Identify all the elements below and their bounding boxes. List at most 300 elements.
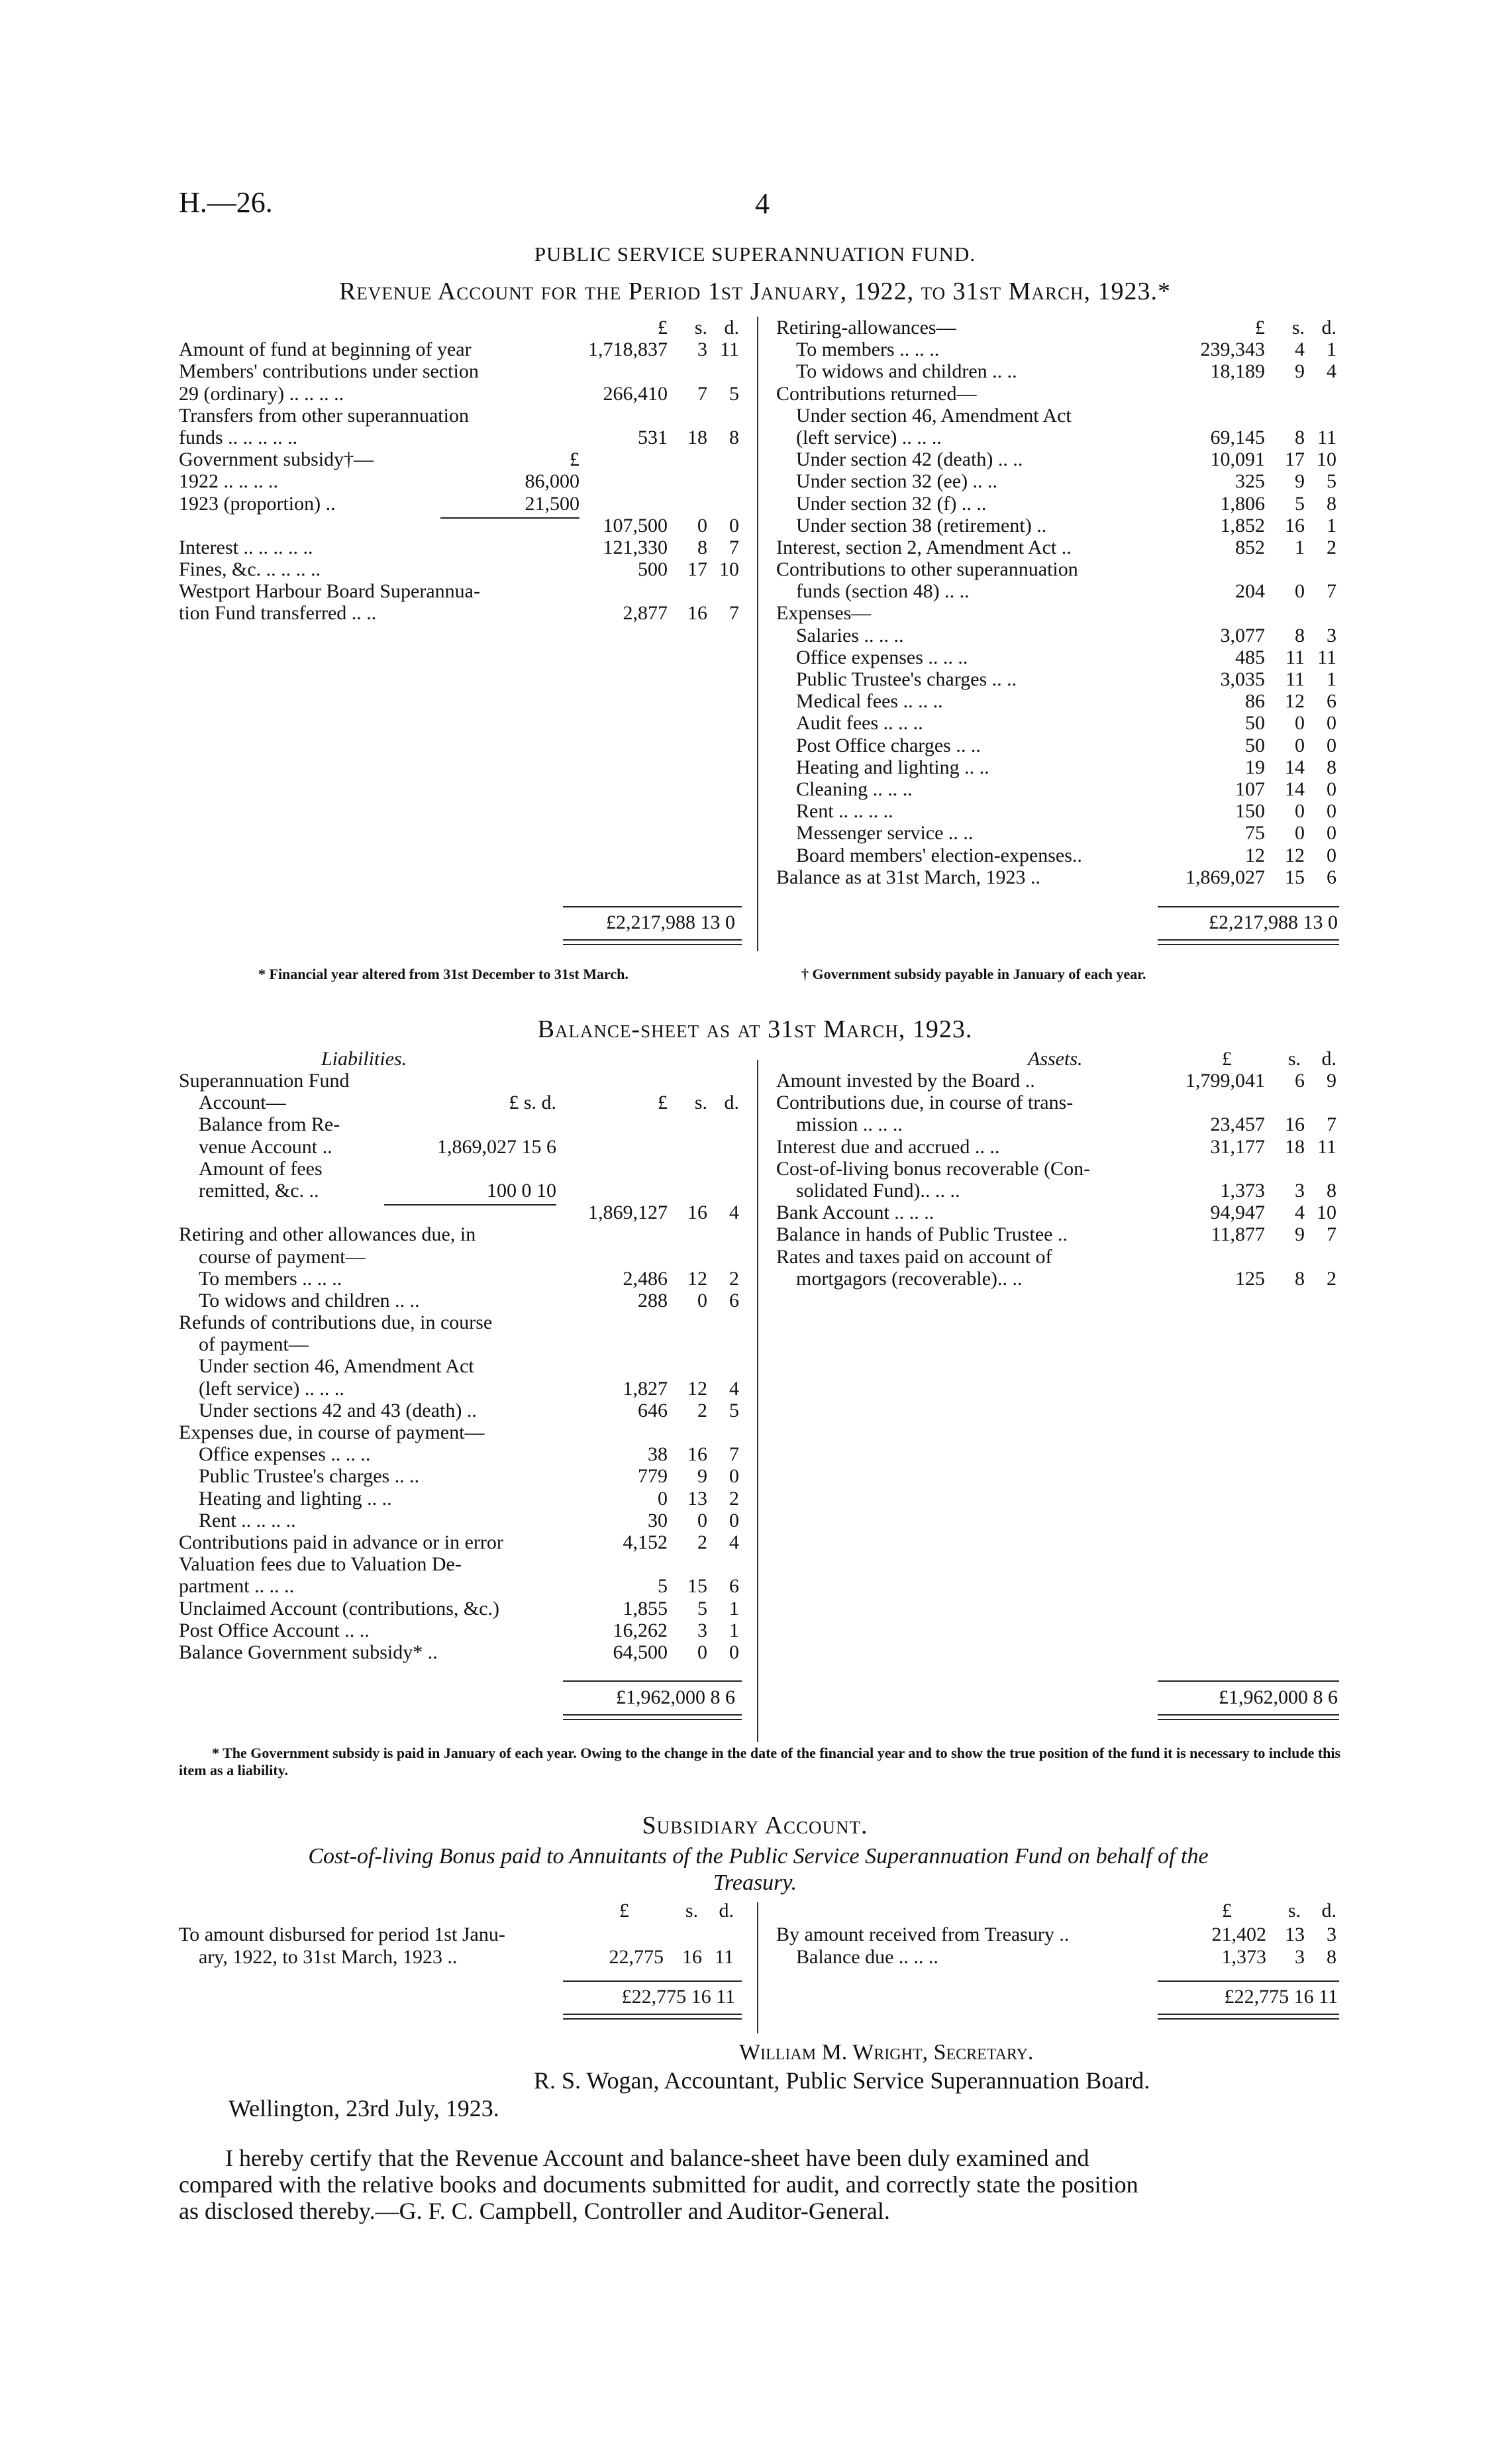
subsidiary-left-line2: ary, 1922, to 31st March, 1923 .. (199, 1946, 458, 1968)
subsidiary-right1-shillings: 13 (1285, 1924, 1305, 1945)
revenue-footnote-left: * Financial year altered from 31st December to 31st March. (258, 966, 629, 982)
amount-pounds: 779 (638, 1465, 668, 1488)
amount-shillings: 9 (1295, 470, 1305, 493)
amount-pence: 6 (729, 1289, 739, 1311)
amount-shillings: 9 (697, 1465, 707, 1488)
account-row (776, 712, 1339, 734)
row-label: Retiring-allowances— (776, 317, 956, 338)
row-label: 29 (ordinary) .. .. .. .. (179, 382, 344, 405)
account-row (776, 338, 1339, 360)
account-row (179, 1136, 742, 1158)
row-label: Amount invested by the Board .. (776, 1070, 1035, 1092)
row-label: Post Office charges .. .. (796, 734, 981, 756)
revenue-right-total-double-rule (1158, 939, 1339, 945)
account-row (179, 1488, 742, 1510)
amount-pounds: 50 (1245, 712, 1265, 735)
amount-shillings: 8 (1295, 1267, 1305, 1290)
amount-pounds: 12 (1245, 844, 1265, 866)
sub-amount: 21,500 (525, 492, 579, 515)
row-label: Under section 46, Amendment Act (199, 1355, 474, 1378)
account-row (776, 405, 1339, 427)
amount-pence: 8 (729, 426, 739, 448)
sub-total-rule (384, 1204, 556, 1206)
account-row (776, 1113, 1339, 1135)
amount-shillings: 9 (1295, 1223, 1305, 1246)
amount-shillings: 5 (697, 1597, 707, 1619)
amount-pounds: 69,145 (1210, 426, 1265, 448)
document-reference: H.—26. (179, 186, 273, 219)
account-row (179, 1268, 742, 1290)
row-label: (left service) .. .. .. (796, 426, 942, 448)
account-row (776, 493, 1339, 515)
amount-pence: 11 (1317, 426, 1336, 448)
amount-pounds: 1,869,027 (1185, 866, 1265, 888)
amount-pence: 5 (729, 382, 739, 405)
amount-pounds: 3,077 (1220, 624, 1265, 646)
amount-shillings: s. (1291, 317, 1305, 338)
revenue-left-total-rule (563, 906, 742, 907)
row-label: Account— (199, 1092, 286, 1114)
amount-shillings: 2 (697, 1399, 707, 1421)
amount-pence: 11 (1317, 1135, 1336, 1158)
row-label: To members .. .. .. (796, 338, 940, 361)
sub-amount: 100 0 10 (487, 1179, 556, 1202)
amount-pence: 7 (1327, 1223, 1336, 1246)
row-label: Valuation fees due to Valuation De- (179, 1553, 462, 1576)
row-label: To members .. .. .. (199, 1267, 342, 1290)
account-row (776, 668, 1339, 690)
account-row (179, 1070, 742, 1092)
amount-pence: 8 (1327, 756, 1336, 778)
amount-shillings: 16 (1285, 1113, 1305, 1136)
sub-amount: £ s. d. (509, 1092, 556, 1114)
account-row (179, 1531, 742, 1553)
account-row (776, 735, 1339, 756)
subsidiary-title: Subsidiary Account. (642, 1812, 868, 1839)
account-row (179, 1223, 742, 1245)
subsidiary-right1-pence: 3 (1327, 1924, 1336, 1945)
amount-shillings: 0 (697, 1641, 707, 1663)
amount-pence: 2 (1327, 536, 1336, 558)
row-label: mortgagors (recoverable).. .. (796, 1267, 1023, 1290)
amount-shillings: 15 (1285, 866, 1305, 888)
row-label: Post Office Account .. .. (179, 1619, 370, 1641)
amount-pence: 9 (1327, 1070, 1336, 1092)
amount-shillings: 0 (1295, 580, 1305, 603)
amount-pounds: 325 (1235, 470, 1265, 493)
subsidiary-right-total: £22,775 16 11 (1224, 1986, 1338, 2008)
amount-pence: d. (1321, 317, 1336, 338)
amount-shillings: 17 (687, 558, 707, 581)
account-row (776, 1223, 1339, 1245)
account-row (179, 405, 742, 427)
page-number: 4 (755, 187, 770, 220)
row-label: Heating and lighting .. .. (796, 756, 989, 778)
amount-shillings: 9 (1295, 360, 1305, 383)
amount-pence: 0 (1327, 712, 1336, 735)
sub-amount: 86,000 (525, 470, 579, 493)
amount-pounds: 2,877 (623, 602, 668, 625)
account-row (179, 515, 742, 537)
account-row (776, 866, 1339, 888)
account-row (179, 1158, 742, 1180)
account-row (179, 427, 742, 448)
subsidiary-right2-pounds: 1,373 (1221, 1946, 1266, 1968)
liabilities-total: £1,962,000 8 6 (616, 1686, 735, 1708)
amount-pence: 1 (729, 1619, 739, 1641)
amount-shillings: 11 (1285, 646, 1305, 668)
account-row (776, 822, 1339, 844)
amount-pence: 1 (1327, 338, 1336, 361)
revenue-payments (776, 317, 1339, 888)
amount-pounds: 3,035 (1220, 668, 1265, 690)
amount-shillings: 0 (697, 1289, 707, 1311)
row-label: (left service) .. .. .. (199, 1377, 344, 1400)
subsidiary-left-unit-pence: d. (719, 1900, 734, 1922)
assets-total: £1,962,000 8 6 (1219, 1686, 1338, 1708)
account-row (179, 1180, 742, 1202)
amount-pounds: 86 (1245, 690, 1265, 713)
account-row (179, 1311, 742, 1333)
amount-pounds: 204 (1235, 580, 1265, 603)
amount-pounds: 1,869,127 (588, 1202, 668, 1224)
amount-pounds: 125 (1235, 1267, 1265, 1290)
certificate-line1: I hereby certify that the Revenue Account and balance-sheet have been duly examined and (225, 2145, 1089, 2171)
account-row (179, 360, 742, 382)
account-row (776, 1202, 1339, 1223)
account-row (776, 427, 1339, 448)
secretary-signature: William M. Wright, Secretary. (739, 2040, 1034, 2065)
account-row (776, 1092, 1339, 1113)
subsidiary-right2-shillings: 3 (1295, 1946, 1305, 1968)
amount-pounds: 75 (1245, 822, 1265, 845)
amount-pence: 6 (729, 1575, 739, 1598)
row-label: Interest, section 2, Amendment Act .. (776, 536, 1072, 558)
amount-shillings: 13 (687, 1487, 707, 1510)
subsidiary-subtitle-line2: Treasury. (713, 1871, 797, 1895)
account-row (179, 1510, 742, 1531)
account-row (179, 1553, 742, 1575)
amount-pence: 0 (1327, 778, 1336, 800)
account-row (179, 1443, 742, 1465)
amount-shillings: 8 (1295, 624, 1305, 646)
subsidiary-left-total-double-rule (563, 2014, 742, 2020)
amount-pence: 10 (719, 558, 739, 581)
row-label: Under section 32 (ee) .. .. (796, 470, 998, 493)
amount-pounds: 1,806 (1220, 492, 1265, 515)
amount-shillings: 1 (1295, 536, 1305, 558)
amount-pence: 0 (1327, 800, 1336, 823)
row-label: Public Trustee's charges .. .. (199, 1465, 420, 1488)
amount-pounds: 0 (658, 1487, 668, 1510)
row-label: tion Fund transferred .. .. (179, 602, 377, 625)
subsidiary-left-unit-pounds: £ (619, 1900, 629, 1922)
amount-pence: 2 (729, 1487, 739, 1510)
account-row (776, 558, 1339, 580)
certificate-line2: compared with the relative books and documents submitted for audit, and correctly state the position (179, 2171, 1138, 2198)
amount-pounds: 1,827 (623, 1377, 668, 1400)
amount-pence: 0 (1327, 734, 1336, 756)
subsidiary-divider (757, 1902, 758, 2033)
amount-pounds: 94,947 (1210, 1202, 1265, 1224)
account-row (179, 1092, 742, 1113)
account-row (776, 646, 1339, 668)
revenue-right-total-rule (1158, 906, 1339, 907)
account-row (179, 1421, 742, 1443)
amount-pence: 6 (1327, 866, 1336, 888)
row-label: Bank Account .. .. .. (776, 1202, 934, 1224)
row-label: To widows and children .. .. (796, 360, 1017, 383)
amount-shillings: 12 (687, 1267, 707, 1290)
amount-pence: d. (724, 317, 739, 338)
liabilities (179, 1070, 742, 1663)
subsidiary-left-shillings: 16 (682, 1946, 702, 1968)
amount-shillings: 17 (1285, 448, 1305, 471)
subsidiary-subtitle-line1: Cost-of-living Bonus paid to Annuitants of the Public Service Superannuation Fund on behalf of the (308, 1844, 1209, 1869)
amount-pounds: 11,877 (1211, 1223, 1265, 1246)
amount-shillings: s. (694, 1092, 707, 1114)
subsidiary-left-line1: To amount disbursed for period 1st Janu- (179, 1924, 505, 1945)
amount-shillings: 0 (697, 514, 707, 537)
account-row (179, 1378, 742, 1400)
amount-pounds: £ (1255, 317, 1265, 338)
row-label: Interest .. .. .. .. .. (179, 536, 313, 558)
amount-pounds: 50 (1245, 734, 1265, 756)
row-label: Amount of fund at beginning of year (179, 338, 472, 361)
subsidiary-left-total: £22,775 16 11 (621, 1986, 735, 2008)
account-row (179, 1355, 742, 1377)
subsidiary-right-unit-shillings: s. (1287, 1900, 1301, 1922)
amount-pence: 0 (729, 1641, 739, 1663)
amount-pounds: 5 (658, 1575, 668, 1598)
amount-pence: 1 (1327, 514, 1336, 537)
account-row (776, 1070, 1339, 1092)
revenue-receipts (179, 317, 742, 625)
amount-pence: 10 (1317, 1202, 1336, 1224)
amount-shillings: 0 (1295, 822, 1305, 845)
amount-pounds: 646 (638, 1399, 668, 1421)
revenue-footnote-right: † Government subsidy payable in January of each year. (801, 966, 1146, 982)
fund-title: PUBLIC SERVICE SUPERANNUATION FUND. (534, 242, 976, 266)
amount-pence: 8 (1327, 1179, 1336, 1202)
row-label: Messenger service .. .. (796, 822, 974, 845)
amount-shillings: 12 (687, 1377, 707, 1400)
row-label: Heating and lighting .. .. (199, 1487, 392, 1510)
amount-pence: 0 (729, 514, 739, 537)
row-label: Balance from Re- (199, 1113, 340, 1136)
account-row (776, 602, 1339, 624)
account-row (179, 1598, 742, 1619)
amount-shillings: 18 (1285, 1135, 1305, 1158)
account-row (179, 1641, 742, 1663)
amount-pence: 11 (720, 338, 739, 361)
row-label: of payment— (199, 1333, 309, 1356)
row-label: Balance Government subsidy* .. (179, 1641, 438, 1663)
row-label: Contributions to other superannuation (776, 558, 1078, 581)
row-label: Under section 38 (retirement) .. (796, 514, 1047, 537)
amount-shillings: 4 (1295, 338, 1305, 361)
amount-pounds: 121,330 (603, 536, 668, 558)
amount-pence: 0 (1327, 822, 1336, 845)
amount-pounds: 16,262 (613, 1619, 668, 1641)
account-row (776, 383, 1339, 405)
account-row (179, 1575, 742, 1597)
amount-shillings: s. (694, 317, 707, 338)
assets-unit-pence: d. (1321, 1048, 1336, 1070)
row-label: Contributions due, in course of trans- (776, 1092, 1074, 1114)
amount-shillings: 8 (697, 536, 707, 558)
balance-sheet-title: Balance-sheet as at 31st March, 1923. (537, 1015, 973, 1043)
account-row (179, 558, 742, 580)
account-row (776, 625, 1339, 646)
amount-pounds: 2,486 (623, 1267, 668, 1290)
amount-pounds: 10,091 (1210, 448, 1265, 471)
assets (776, 1070, 1339, 1290)
row-label: Salaries .. .. .. (796, 624, 904, 646)
amount-pounds: 500 (638, 558, 668, 581)
amount-shillings: 3 (697, 338, 707, 361)
amount-pence: 11 (1317, 646, 1336, 668)
amount-shillings: 14 (1285, 756, 1305, 778)
amount-pounds: 485 (1235, 646, 1265, 668)
assets-unit-shillings: s. (1287, 1048, 1301, 1070)
subsidiary-right1-pounds: 21,402 (1211, 1924, 1266, 1945)
amount-pence: 10 (1317, 448, 1336, 471)
account-row (179, 1333, 742, 1355)
account-row (179, 537, 742, 558)
amount-pence: 5 (729, 1399, 739, 1421)
account-row (179, 448, 742, 470)
amount-shillings: 16 (687, 602, 707, 625)
sub-amount: £ (570, 448, 579, 471)
row-label: Fines, &c. .. .. .. .. (179, 558, 321, 581)
amount-pence: 6 (1327, 690, 1336, 713)
assets-unit-pounds: £ (1222, 1048, 1232, 1070)
amount-pence: 7 (729, 602, 739, 625)
amount-shillings: 6 (1295, 1070, 1305, 1092)
amount-shillings: 11 (1285, 668, 1305, 690)
amount-pounds: 1,799,041 (1185, 1070, 1265, 1092)
certificate-line3: as disclosed thereby.—G. F. C. Campbell, Controller and Auditor-General. (179, 2198, 890, 2224)
amount-shillings: 0 (1295, 712, 1305, 735)
amount-shillings: 14 (1285, 778, 1305, 800)
account-row (776, 1180, 1339, 1202)
amount-shillings: 5 (1295, 492, 1305, 515)
row-label: Balance in hands of Public Trustee .. (776, 1223, 1068, 1246)
amount-pence: 1 (1327, 668, 1336, 690)
row-label: Retiring and other allowances due, in (179, 1223, 476, 1246)
account-row (776, 515, 1339, 537)
amount-pounds: 1,852 (1220, 514, 1265, 537)
liabilities-heading: Liabilities. (321, 1048, 407, 1070)
account-row (179, 493, 742, 515)
row-label: To widows and children .. .. (199, 1289, 420, 1311)
amount-pounds: £ (658, 1092, 668, 1114)
account-row (776, 845, 1339, 866)
account-row (179, 470, 742, 492)
account-row (776, 1136, 1339, 1158)
row-label: Under section 46, Amendment Act (796, 404, 1072, 427)
amount-pence: 5 (1327, 470, 1336, 493)
assets-total-double-rule (1158, 1714, 1339, 1720)
amount-shillings: 3 (1295, 1179, 1305, 1202)
account-row (179, 317, 742, 338)
amount-shillings: 16 (1285, 514, 1305, 537)
row-label: Superannuation Fund (179, 1070, 350, 1092)
account-row (776, 1268, 1339, 1290)
liabilities-total-rule (563, 1680, 742, 1682)
account-row (179, 1619, 742, 1641)
account-row (179, 580, 742, 602)
amount-pence: 3 (1327, 624, 1336, 646)
amount-pounds: 239,343 (1200, 338, 1265, 361)
amount-pounds: 1,373 (1220, 1179, 1265, 1202)
amount-pence: 4 (729, 1531, 739, 1553)
row-label: 1922 .. .. .. .. (179, 470, 278, 493)
amount-pence: 0 (729, 1509, 739, 1531)
amount-pence: 7 (1327, 1113, 1336, 1136)
amount-shillings: 0 (1295, 734, 1305, 756)
account-row (776, 470, 1339, 492)
sub-total-rule (440, 517, 579, 519)
account-row (179, 338, 742, 360)
account-row (179, 383, 742, 405)
row-label: Balance as at 31st March, 1923 .. (776, 866, 1041, 888)
row-label: Under section 32 (f) .. .. (796, 492, 987, 515)
amount-pounds: 31,177 (1210, 1135, 1265, 1158)
amount-shillings: 15 (687, 1575, 707, 1598)
subsidiary-left-pounds: 22,775 (609, 1946, 664, 1968)
subsidiary-right-line2: Balance due .. .. .. (796, 1946, 938, 1968)
assets-heading: Assets. (1028, 1048, 1083, 1070)
amount-shillings: 7 (697, 382, 707, 405)
amount-pence: 2 (729, 1267, 739, 1290)
amount-shillings: 2 (697, 1531, 707, 1553)
amount-shillings: 0 (1295, 800, 1305, 823)
amount-pounds: 30 (648, 1509, 668, 1531)
account-row (179, 1246, 742, 1268)
row-label: partment .. .. .. (179, 1575, 295, 1598)
amount-shillings: 8 (1295, 426, 1305, 448)
liabilities-total-double-rule (563, 1714, 742, 1720)
amount-pence: 7 (729, 1443, 739, 1466)
row-label: Cleaning .. .. .. (796, 778, 913, 800)
row-label: Under sections 42 and 43 (death) .. (199, 1399, 477, 1421)
balance-footnote: * The Government subsidy is paid in January of each year. Owing to the change in the date of the financial year and to show the true position of the fund it is necessary to include this item as a liability. (179, 1745, 1341, 1778)
row-label: Contributions returned— (776, 382, 977, 405)
amount-pounds: 531 (638, 426, 668, 448)
sub-amount: 1,869,027 15 6 (437, 1135, 556, 1158)
subsidiary-right2-pence: 8 (1327, 1946, 1336, 1968)
amount-pounds: 288 (638, 1289, 668, 1311)
account-row (179, 1113, 742, 1135)
subsidiary-right-unit-pence: d. (1321, 1900, 1336, 1922)
account-row (776, 360, 1339, 382)
row-label: mission .. .. .. (796, 1113, 903, 1136)
amount-pence: 4 (729, 1202, 739, 1224)
amount-pounds: 1,855 (623, 1597, 668, 1619)
amount-pence: 0 (729, 1465, 739, 1488)
amount-pence: 0 (1327, 844, 1336, 866)
row-label: Public Trustee's charges .. .. (796, 668, 1017, 690)
account-row (776, 580, 1339, 602)
row-label: venue Account .. (199, 1135, 332, 1158)
amount-pounds: 852 (1235, 536, 1265, 558)
account-row (776, 448, 1339, 470)
revenue-divider (757, 317, 758, 951)
amount-shillings: 16 (687, 1202, 707, 1224)
account-row (776, 778, 1339, 800)
